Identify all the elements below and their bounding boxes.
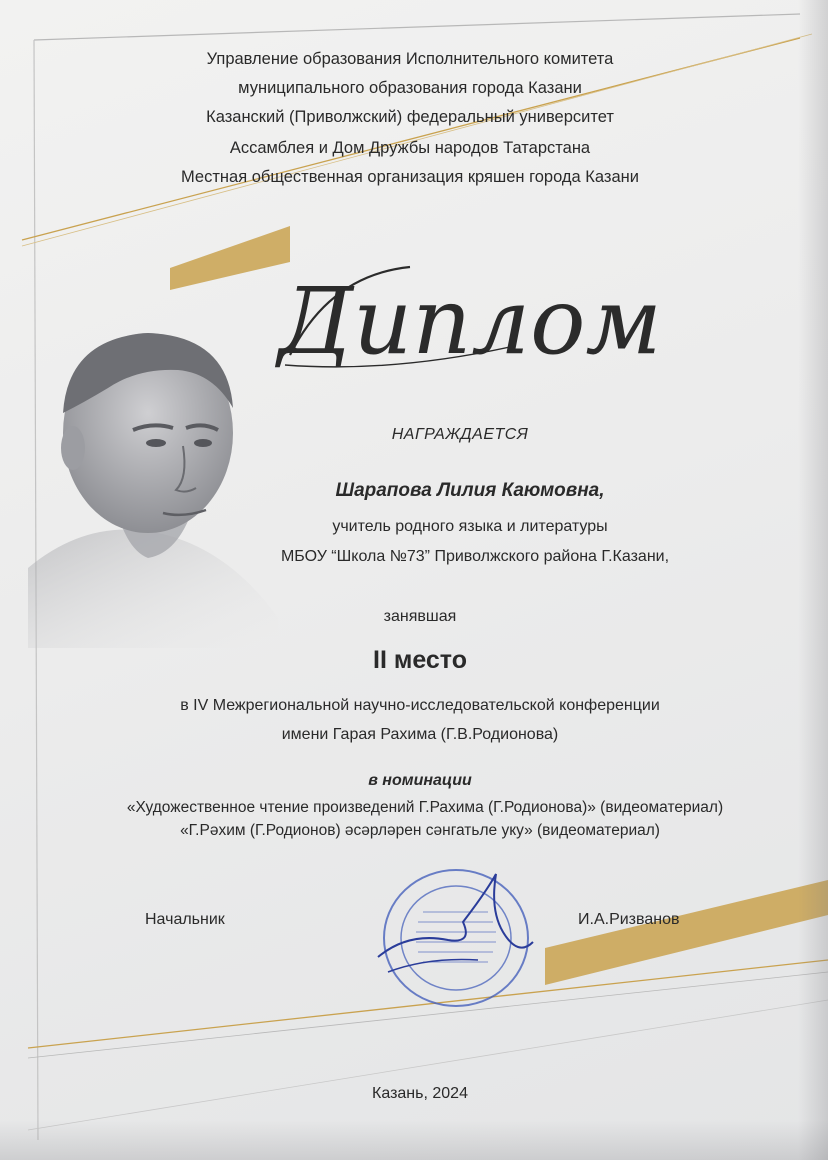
recipient-name: Шарапова Лилия Каюмовна, (335, 480, 605, 501)
recipient-organization: МБОУ “Школа №73” Приволжского района Г.Казани, (280, 548, 670, 565)
nomination-2: «Г.Рәхим (Г.Родионов) әсәрләрен сәнгатьле уку» (видеоматериал) (180, 822, 660, 839)
place-year: Казань, 2024 (372, 1085, 468, 1102)
header-line-5: Местная общественная организация кряшен города Казани (181, 168, 639, 186)
place-title: II место (373, 646, 467, 674)
header-line-3: Казанский (Приволжский) федеральный университет (206, 108, 614, 126)
diploma-title-text: Диплом (278, 268, 662, 375)
edge-shadow (798, 0, 828, 1160)
header-line-1: Управление образования Исполнительного комитета (206, 50, 614, 68)
bottom-shadow (0, 1120, 828, 1160)
portrait-image (28, 318, 288, 648)
took-label: занявшая (383, 608, 457, 625)
nomination-label: в номинации (368, 772, 472, 789)
awarded-label: НАГРАЖДАЕТСЯ (391, 426, 529, 443)
header-line-4: Ассамблея и Дом Дружбы народов Татарстана (229, 139, 591, 157)
header-line-2: муниципального образования города Казани (238, 79, 582, 97)
event-line-2: имени Гарая Рахима (Г.В.Родионова) (281, 726, 559, 743)
recipient-position: учитель родного языка и литературы (332, 518, 608, 535)
diploma-title (270, 255, 670, 380)
signature-role: Начальник (145, 911, 225, 928)
official-stamp (368, 862, 540, 1012)
signature-name: И.А.Ризванов (578, 911, 680, 928)
nomination-1: «Художественное чтение произведений Г.Рахима (Г.Родионова)» (видеоматериал) (126, 799, 724, 816)
event-line-1: в IV Межрегиональной научно-исследовательской конференции (180, 697, 660, 714)
